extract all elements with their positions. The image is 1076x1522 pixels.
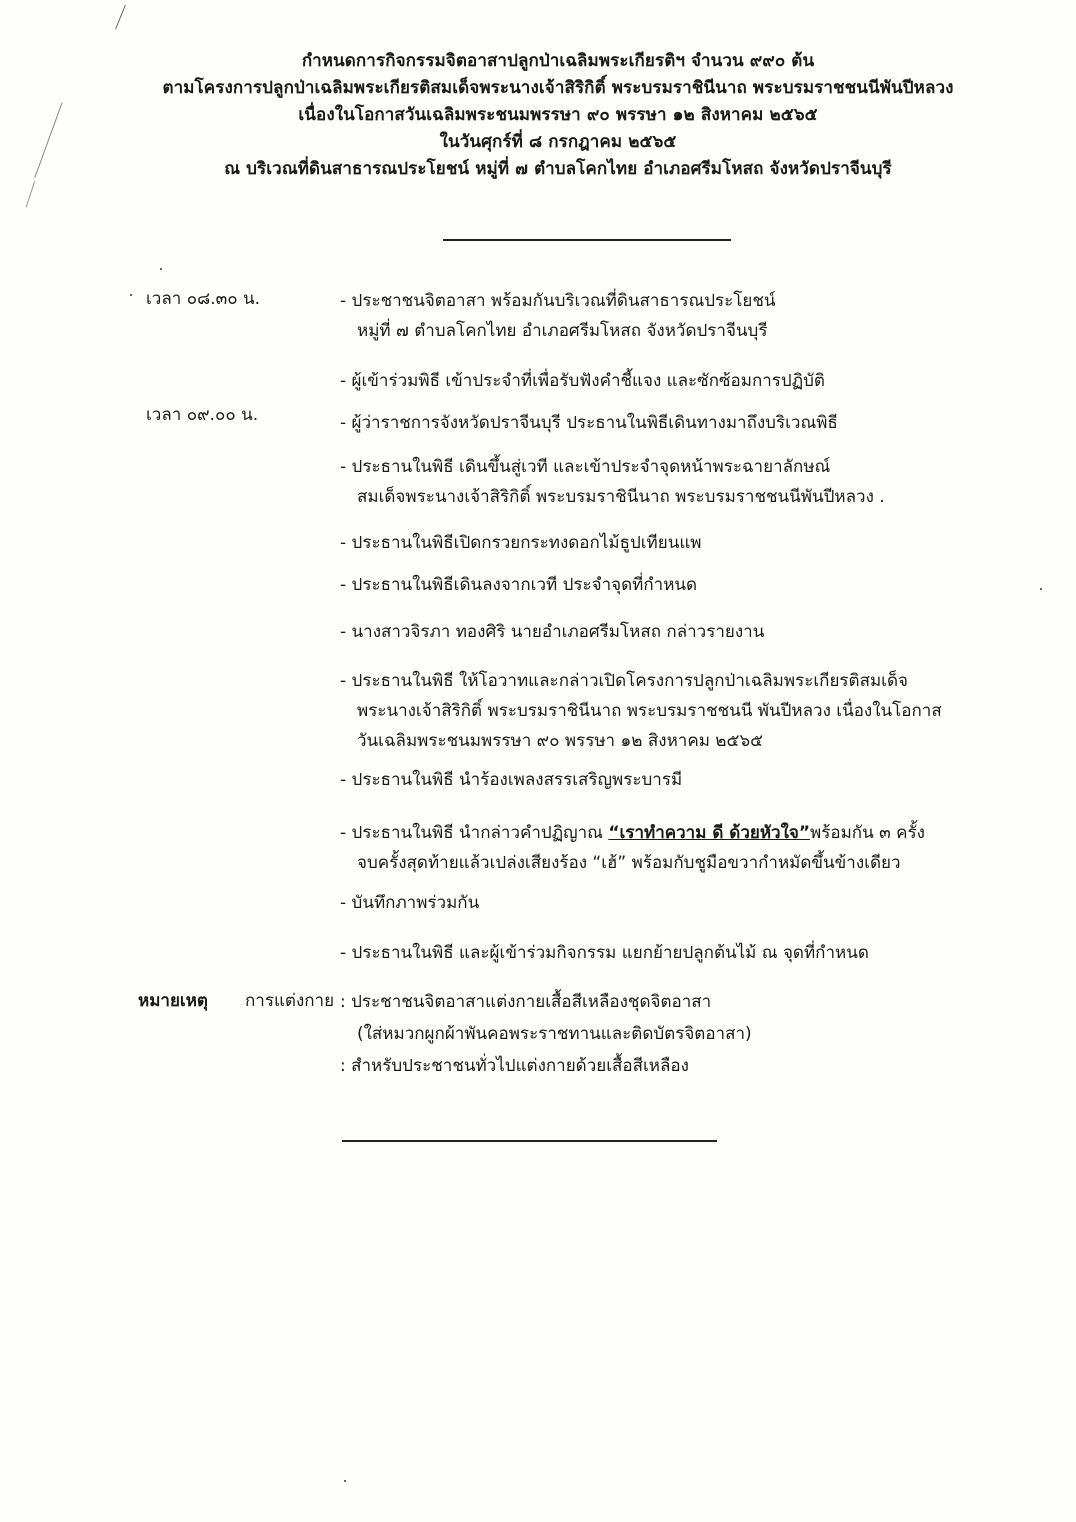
schedule-item-text: - ประธานในพิธีเดินลงจากเวที ประจำจุดที่กำหนด <box>340 575 698 595</box>
scan-speck <box>1040 588 1042 590</box>
header-divider <box>443 239 731 241</box>
schedule-item-text: - บันทึกภาพร่วมกัน <box>340 893 480 913</box>
schedule-item <box>340 818 925 878</box>
schedule-time: เวลา ๐๙.๐๐ น. <box>146 405 259 425</box>
schedule-item <box>340 286 776 346</box>
header-project: ตามโครงการปลูกป่าเฉลิมพระเกียรติสมเด็จพระนางเจ้าสิริกิติ์ พระบรมราชินีนาถ พระบรมราชชนนีพันปีหลวง <box>162 78 954 98</box>
note-body <box>340 986 752 1082</box>
scan-speck <box>160 268 162 270</box>
header-occasion: เนื่องในโอกาสวันเฉลิมพระชนมพรรษา ๙๐ พรรษา ๑๒ สิงหาคม ๒๕๖๕ <box>298 105 818 125</box>
note-text: (ใส่หมวกผูกผ้าพันคอพระราชทานและติดบัตรจิตอาสา) <box>357 1024 752 1044</box>
pledge-quote: “เราทำความ ดี ด้วยหัวใจ” <box>608 823 811 843</box>
note-text: : ประชาชนจิตอาสาแต่งกายเสื้อสีเหลืองชุดจิตอาสา <box>340 992 712 1012</box>
schedule-item <box>340 938 869 968</box>
schedule-item-text: หมู่ที่ ๗ ตำบลโคกไทย อำเภอศรีมโหสถ จังหวัดปราจีนบุรี <box>357 321 768 341</box>
note-text: : สำหรับประชาชนทั่วไปแต่งกายด้วยเสื้อสีเหลือง <box>340 1056 689 1076</box>
scan-mark <box>26 181 36 208</box>
schedule-item <box>340 452 885 512</box>
pledge-repeat: พร้อมกัน ๓ ครั้ง <box>810 823 925 843</box>
schedule-item-text: - ประธานในพิธี และผู้เข้าร่วมกิจกรรม แยกย้ายปลูกต้นไม้ ณ จุดที่กำหนด <box>340 943 869 963</box>
schedule-item <box>340 408 838 438</box>
schedule-item-text: - ประชาชนจิตอาสา พร้อมกันบริเวณที่ดินสาธารณประโยชน์ <box>340 291 776 311</box>
scan-speck <box>344 1480 346 1482</box>
schedule-item <box>340 765 682 795</box>
schedule-item-text <box>340 818 925 848</box>
note-label: หมายเหตุ <box>138 991 208 1011</box>
schedule-time: เวลา ๐๘.๓๐ น. <box>146 289 261 309</box>
header-location: ณ บริเวณที่ดินสาธารณประโยชน์ หมู่ที่ ๗ ตำบลโคกไทย อำเภอศรีมโหสถ จังหวัดปราจีนบุรี <box>224 159 892 179</box>
pledge-intro: - ประธานในพิธี นำกล่าวคำปฏิญาณ <box>340 823 609 843</box>
schedule-item-text: - ประธานในพิธี ให้โอวาทและกล่าวเปิดโครงการปลูกป่าเฉลิมพระเกียรติสมเด็จ <box>340 671 908 691</box>
schedule-item-text: สมเด็จพระนางเจ้าสิริกิติ์ พระบรมราชินีนาถ พระบรมราชชนนีพันปีหลวง . <box>357 487 885 507</box>
schedule-item <box>340 666 942 756</box>
schedule-item-text: - ผู้ว่าราชการจังหวัดปราจีนบุรี ประธานในพิธีเดินทางมาถึงบริเวณพิธี <box>340 413 838 433</box>
schedule-item-text: - ประธานในพิธี เดินขึ้นสู่เวที และเข้าประจำจุดหน้าพระฉายาลักษณ์ <box>340 457 831 477</box>
header-date: ในวันศุกร์ที่ ๘ กรกฎาคม ๒๕๖๕ <box>439 132 677 152</box>
document-header <box>0 48 1076 183</box>
schedule-item-text: จบครั้งสุดท้ายแล้วเปล่งเสียงร้อง “เฮ้” พร้อมกับชูมือขวากำหมัดขึ้นข้างเดียว <box>357 853 901 873</box>
note-category: การแต่งกาย <box>245 991 335 1011</box>
scan-mark <box>115 5 126 29</box>
schedule-item <box>340 888 479 918</box>
schedule-item-text: - ประธานในพิธี นำร้องเพลงสรรเสริญพระบารมี <box>340 770 683 790</box>
schedule-item <box>340 570 697 600</box>
schedule-item-text: วันเฉลิมพระชนมพรรษา ๙๐ พรรษา ๑๒ สิงหาคม ๒๕๖๕ <box>357 731 764 751</box>
schedule-item <box>340 528 702 558</box>
schedule-item <box>340 617 764 647</box>
schedule-item-text: - ประธานในพิธีเปิดกรวยกระทงดอกไม้ธูปเทียนแพ <box>340 533 702 553</box>
header-title: กำหนดการกิจกรรมจิตอาสาปลูกป่าเฉลิมพระเกียรติฯ จำนวน ๙๙๐ ต้น <box>301 51 815 71</box>
schedule-item-text: - ผู้เข้าร่วมพิธี เข้าประจำที่เพื่อรับฟังคำชี้แจง และซักซ้อมการปฏิบัติ <box>340 371 825 391</box>
footer-divider <box>342 1140 717 1142</box>
schedule-item-text: พระนางเจ้าสิริกิติ์ พระบรมราชินีนาถ พระบรมราชชนนี พันปีหลวง เนื่องในโอกาส <box>357 701 942 721</box>
schedule-item-text: - นางสาวจิรภา ทองศิริ นายอำเภอศรีมโหสถ กล่าวรายงาน <box>340 622 765 642</box>
schedule-item <box>340 366 825 396</box>
scan-speck <box>130 294 132 296</box>
